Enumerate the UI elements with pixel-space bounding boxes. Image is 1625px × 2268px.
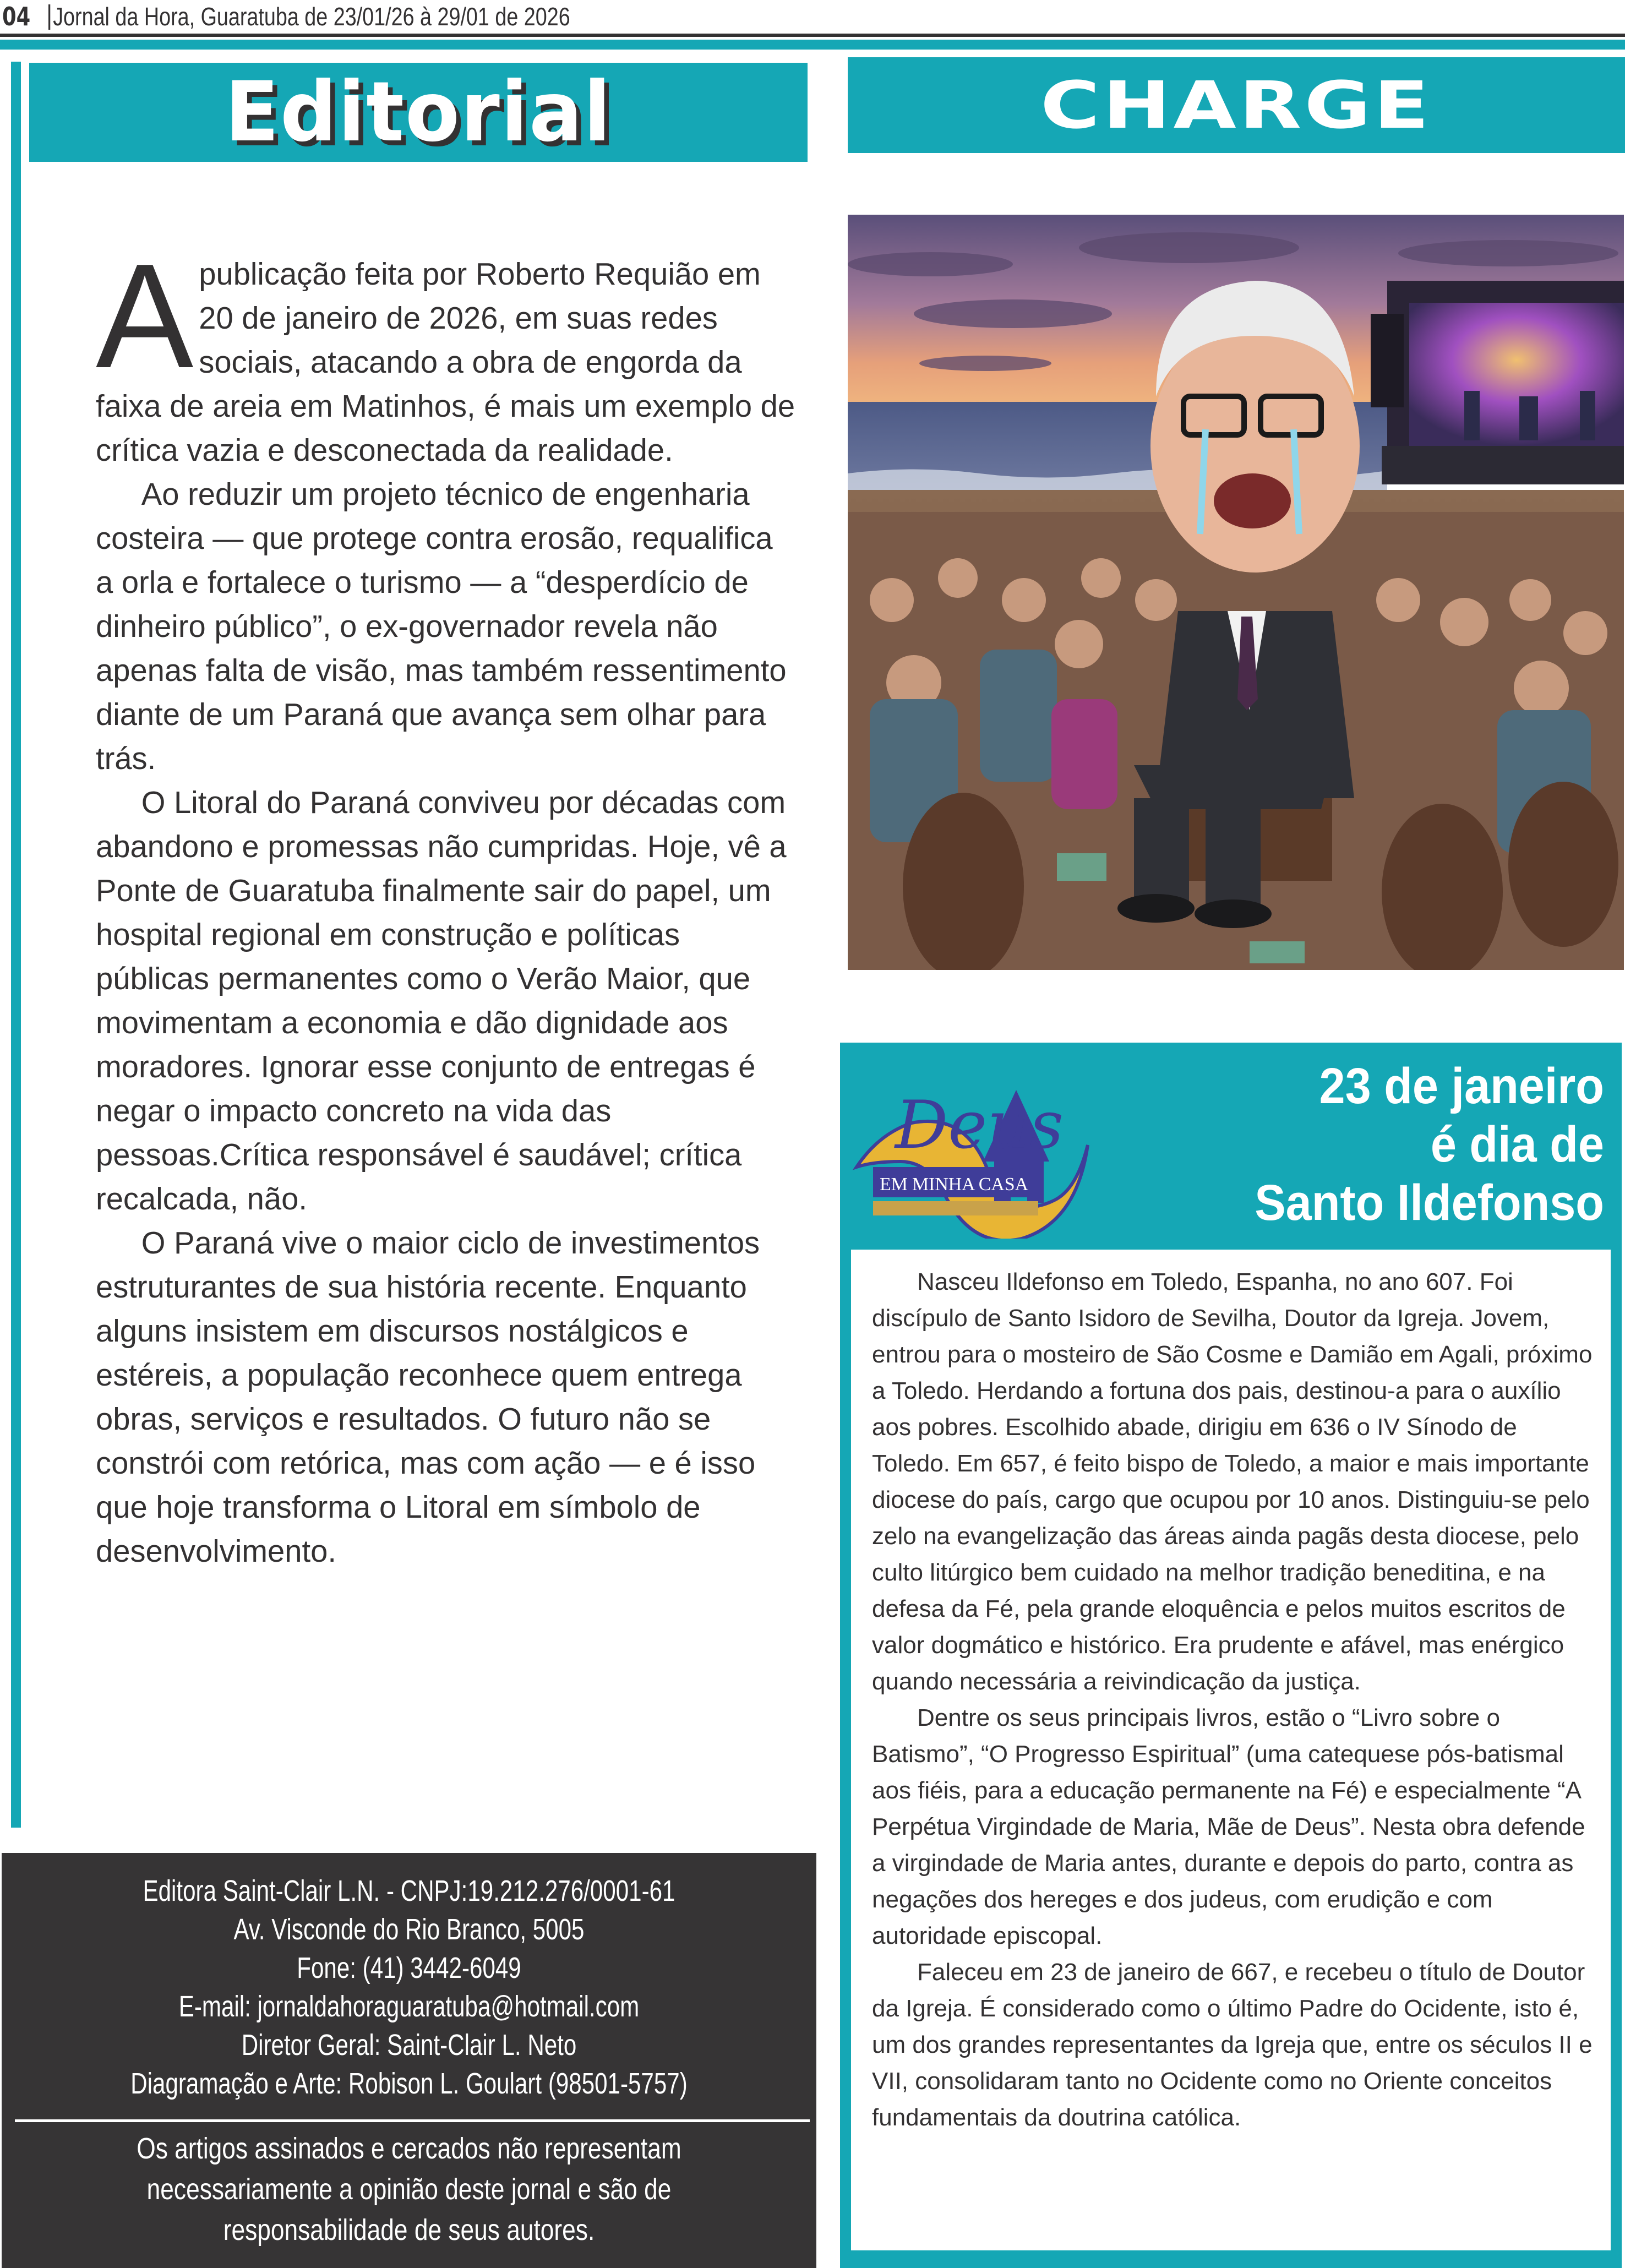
logo-banner-text: EM MINHA CASA [880,1174,1028,1195]
director-line: Diretor Geral: Saint-Clair L. Neto [241,2029,577,2062]
cartoon-image [848,215,1624,970]
editorial-paragraph-text: publicação feita por Roberto Requião em 20 de janeiro de 2026, em suas redes sociais, atacando a obra de engorda da faixa de areia em Matinhos, é mais um exemplo de crítica vazia e desconectada da realidade. [96,257,795,468]
disclaimer-line: Os artigos assinados e cercados não representam [137,2132,681,2165]
logo-script-text: Deus [895,1087,1064,1164]
page-number: 04 [2,2,31,31]
expediente-box [2,1853,816,2268]
editorial-paragraph: Ao reduzir um projeto técnico de engenharia costeira — que protege contra erosão, requalifica a orla e fortalece o turismo — a “desperdício de dinheiro público”, o ex-governador revela não apenas falta de visão, mas também ressentimento diante de um Paraná que avança sem olhar para trás. [96,477,787,776]
deus-em-minha-casa-logo [846,1057,1198,1239]
address-line: Av. Visconde do Rio Branco, 5005 [233,1913,585,1946]
header-separator [48,4,50,30]
publisher-line: Editora Saint-Clair L.N. - CNPJ:19.212.276/0001-61 [143,1874,675,1907]
saint-paragraph: Dentre os seus principais livros, estão o “Livro sobre o Batismo”, “O Progresso Espiritual” (uma catequese pós-batismal aos fiéis, para a educação permanente na Fé) e especialmente “A Perpétua Virgindade de Maria, Mãe de Deus”. Nesta obra defende a virgindade de Maria antes, durante e depois do parto, contra as negações dos hereges e dos judeus, com erudição e com autoridade episcopal. [872,1704,1585,1949]
editorial-article [96,233,795,1573]
design-credit-line: Diagramação e Arte: Robison L. Goulart (98501-5757) [130,2067,688,2100]
saint-article [872,1264,1593,2136]
disclaimer [2,2128,816,2250]
editorial-side-bar [11,62,21,1828]
phone-line: Fone: (41) 3442-6049 [297,1951,521,1984]
newspaper-header [48,1,570,32]
saint-title-line: é dia de [1430,1116,1604,1173]
saint-title-line: Santo Ildefonso [1255,1175,1604,1231]
saint-paragraph: Faleceu em 23 de janeiro de 667, e recebeu o título de Doutor da Igreja. É considerado como o último Padre do Ocidente, isto é, um dos grandes representantes da Igreja que, entre os séculos II e VII, consolidaram tanto no Ocidente como no Oriente conceitos fundamentais da doutrina católica. [872,1959,1593,2131]
logo-gold-bar [873,1201,1038,1215]
concert-stage [1371,281,1624,484]
disclaimer-line: responsabilidade de seus autores. [223,2214,595,2247]
header-rule-dark [0,34,1625,37]
editorial-title: Editorial [225,64,612,160]
editorial-paragraph: O Paraná vive o maior ciclo de investimentos estruturantes de sua história recente. Enquanto alguns insistem em discursos nostálgicos e estéreis, a população reconhece quem entrega obras, serviços e resultados. O futuro não se constrói com retórica, mas com ação — e é isso que hoje transforma o Litoral em símbolo de desenvolvimento. [96,1225,760,1569]
expediente-divider [15,2119,810,2122]
saint-title-line: 23 de janeiro [1319,1058,1604,1114]
newspaper-title: Jornal da Hora, Guaratuba de 23/01/26 à 29/01 de 2026 [53,2,570,31]
email-line: E-mail: jornaldahoraguaratuba@hotmail.com [178,1990,640,2023]
saint-paragraph: Nasceu Ildefonso em Toledo, Espanha, no ano 607. Foi discípulo de Santo Isidoro de Sevilha, Doutor da Igreja. Jovem, entrou para o mosteiro de São Cosme e Damião em Agali, próximo a Toledo. Herdando a fortuna dos pais, destinou-a para o auxílio aos pobres. Escolhido abade, dirigiu em 636 o IV Sínodo de Toledo. Em 657, é feito bispo de Toledo, a maior e mais importante diocese do país, cargo que ocupou por 10 anos. Distinguiu-se pelo zelo na evangelização das áreas ainda pagãs desta diocese, pelo culto litúrgico bem cuidado na melhor tradição beneditina, e na defesa da Fé, pela grande eloquência e pelos muitos escritos de valor dogmático e histórico. Era prudente e afável, mas enérgico quando necessária a reivindicação da justiça. [872,1268,1593,1695]
charge-banner [848,57,1625,153]
header-rule-teal [0,40,1625,50]
charge-title: CHARGE [1040,67,1432,143]
editorial-banner [29,63,808,162]
editorial-paragraph [96,233,795,472]
drop-cap: A [96,233,194,399]
logo-graphic [846,1057,1198,1239]
cartoon-illustration [848,215,1624,970]
disclaimer-line: necessariamente a opinião deste jornal e são de [146,2173,672,2206]
expediente-info [2,1872,816,2103]
editorial-paragraph: O Litoral do Paraná conviveu por décadas com abandono e promessas não cumpridas. Hoje, vê a Ponte de Guaratuba finalmente sair do papel, um hospital regional em construção e políticas públicas permanentes como o Verão Maior, que movimentam a economia e dão dignidade aos moradores. Ignorar esse conjunto de entregas é negar o impacto concreto na vida das pessoas.Crítica responsável é saudável; crítica recalcada, não. [96,785,787,1217]
saint-title [1208,1057,1604,1232]
